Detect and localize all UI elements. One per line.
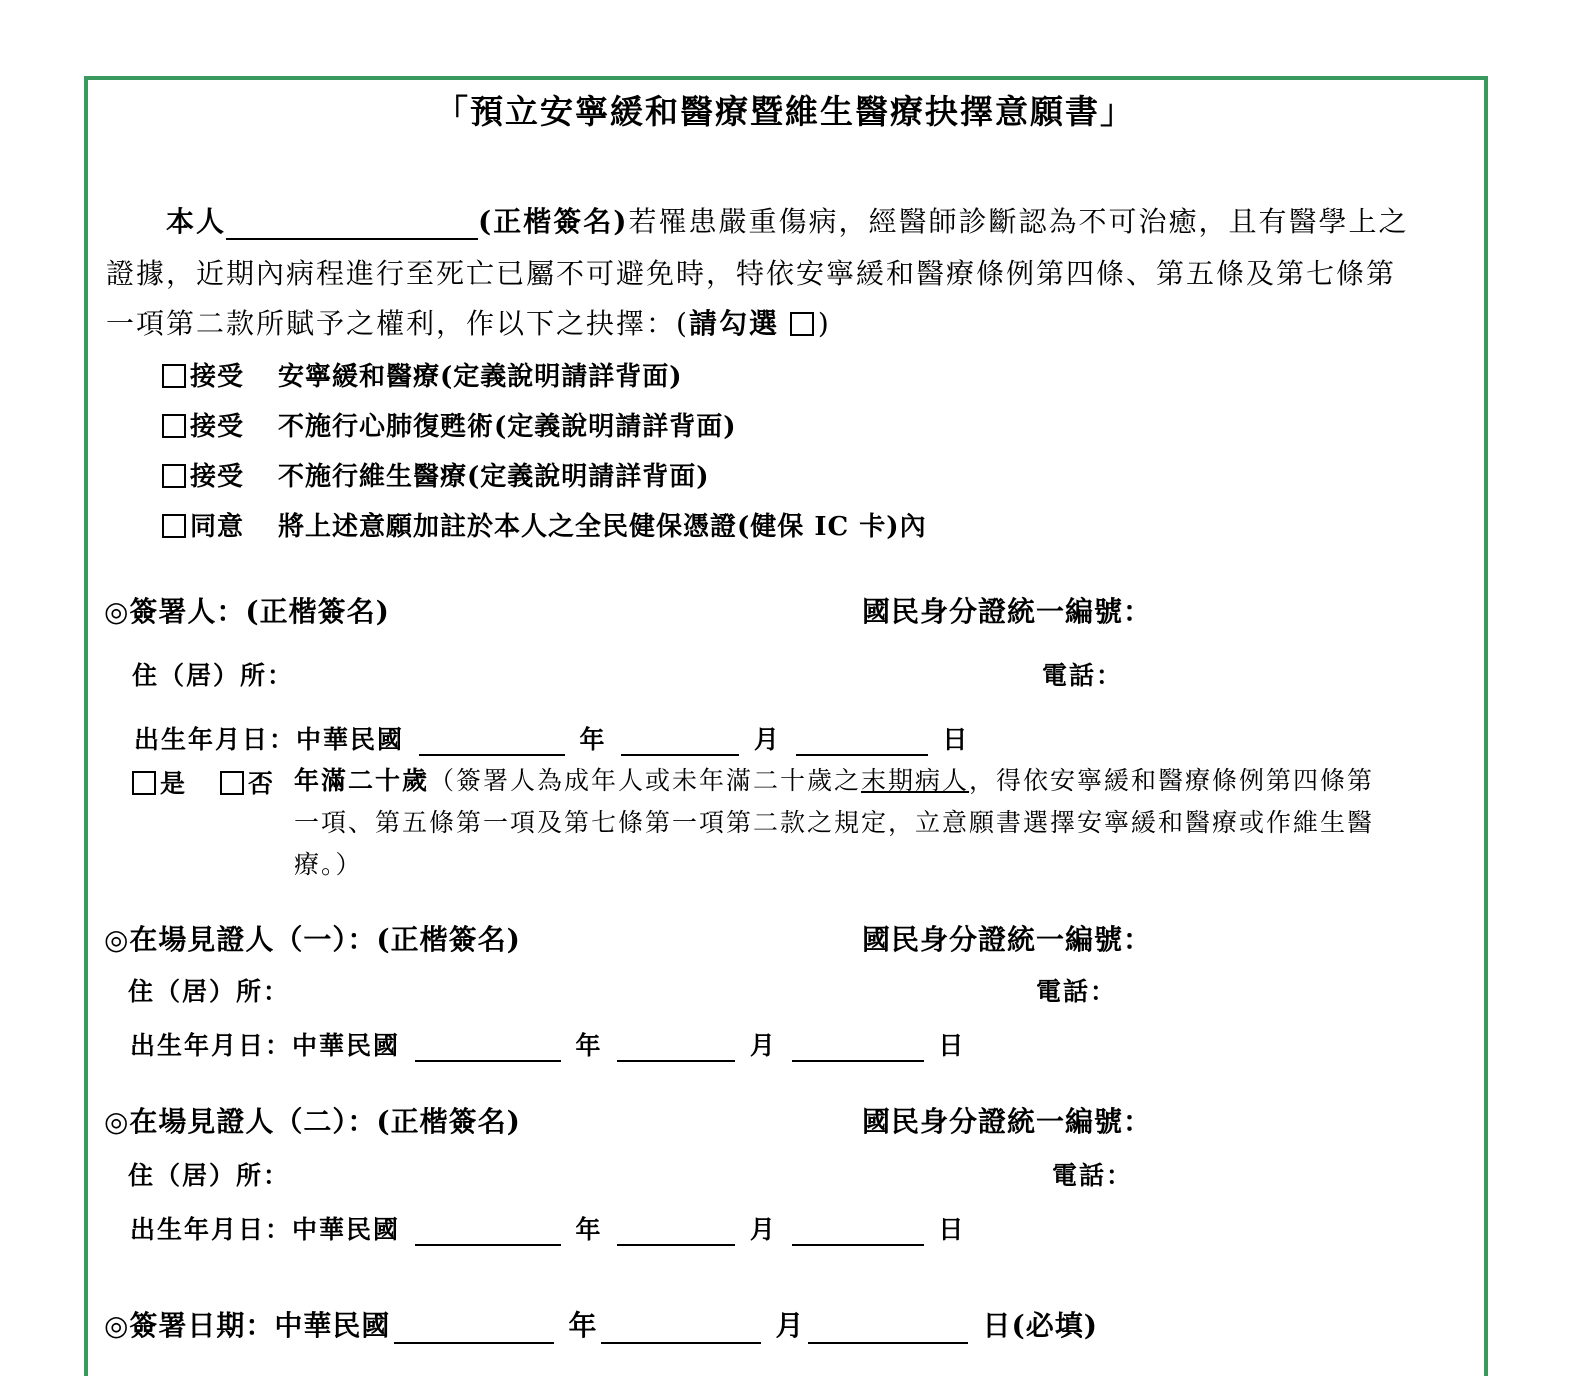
age-note-text: （簽署人為成年人或未年滿二十歲之: [429, 766, 862, 795]
age-note-underlined: 末期病人: [861, 766, 970, 795]
signer-id-label: 國民身分證統一編號：: [862, 595, 1153, 628]
sign-day-field[interactable]: [808, 1313, 968, 1344]
signer-phone-label: 電話：: [1042, 661, 1124, 690]
birth-label: 出生年月日：中華民國: [130, 1031, 401, 1060]
birth-day-field[interactable]: [792, 1218, 924, 1246]
witness2-label: ◎在場見證人（二）：(正楷簽名): [104, 1105, 521, 1138]
age-yes-option: [132, 764, 187, 800]
principal-signature-field[interactable]: [226, 209, 478, 240]
intro-line3-close: ): [817, 307, 831, 340]
age-no-label: 否: [248, 769, 276, 798]
sign-year-label: 年: [568, 1309, 598, 1342]
intro-line3-text: 一項第二款所賦予之權利，作以下之抉擇：(: [106, 307, 689, 340]
intro-line-3: [106, 302, 831, 342]
witness1-label: ◎在場見證人（一）：(正楷簽名): [104, 923, 521, 956]
birth-day-field[interactable]: [796, 728, 928, 756]
option-row: [162, 506, 927, 543]
sign-date-row: [104, 1304, 1098, 1344]
witness1-address-label: 住（居）所：: [128, 977, 291, 1006]
month-label: 月: [753, 725, 781, 754]
witness2-birth-row: [130, 1210, 965, 1246]
year-label: 年: [575, 1031, 603, 1060]
sign-year-field[interactable]: [394, 1313, 554, 1344]
option-checkbox[interactable]: [162, 464, 186, 488]
intro-sign-label: (正楷簽名): [478, 205, 629, 238]
witness2-phone-label: 電話：: [1052, 1161, 1134, 1190]
option-verb: 接受: [190, 462, 245, 492]
month-label: 月: [749, 1031, 777, 1060]
signer-address-label: 住（居）所：: [132, 661, 295, 690]
intro-line-1: [166, 200, 1409, 240]
sign-day-label: 日(必填): [982, 1309, 1098, 1342]
option-checkbox[interactable]: [162, 364, 186, 388]
intro-line-2: 證據，近期內病程進行至死亡已屬不可避免時，特依安寧緩和醫療條例第四條、第五條及第七條第: [106, 257, 1397, 290]
age-note-line-2: 一項、第五條第一項及第七條第一項第二款之規定，立意願書選擇安寧緩和醫療或作維生醫: [294, 808, 1375, 837]
year-label: 年: [575, 1215, 603, 1244]
intro-line1-text: 若罹患嚴重傷病，經醫師診斷認為不可治癒，且有醫學上之: [628, 205, 1409, 238]
birth-day-field[interactable]: [792, 1034, 924, 1062]
option-row: [162, 356, 683, 393]
witness2-address-label: 住（居）所：: [128, 1161, 291, 1190]
birth-month-field[interactable]: [621, 728, 739, 756]
option-text: 不施行維生醫療(定義說明請詳背面): [278, 462, 710, 492]
check-instruction: 請勾選: [688, 307, 779, 340]
age-no-checkbox[interactable]: [220, 771, 244, 795]
sign-date-label: ◎簽署日期：中華民國: [104, 1309, 391, 1342]
age-no-option: [220, 764, 275, 800]
birth-month-field[interactable]: [617, 1218, 735, 1246]
sign-month-label: 月: [775, 1309, 805, 1342]
sign-month-field[interactable]: [601, 1313, 761, 1344]
signer-label: ◎簽署人：(正楷簽名): [104, 595, 390, 628]
birth-year-field[interactable]: [415, 1034, 561, 1062]
birth-year-field[interactable]: [419, 728, 565, 756]
option-text: 不施行心肺復甦術(定義說明請詳背面): [278, 412, 737, 442]
birth-label: 出生年月日：中華民國: [134, 725, 405, 754]
age-label: 年滿二十歲: [294, 766, 430, 795]
age-note-line-3: 療。）: [294, 850, 363, 879]
day-label: 日: [938, 1031, 966, 1060]
form-title: 「預立安寧緩和醫療暨維生醫療抉擇意願書」: [435, 92, 1135, 131]
birth-year-field[interactable]: [415, 1218, 561, 1246]
witness1-birth-row: [130, 1026, 965, 1062]
witness2-id-label: 國民身分證統一編號：: [862, 1105, 1153, 1138]
month-label: 月: [749, 1215, 777, 1244]
signer-birth-row: [134, 720, 969, 756]
day-label: 日: [938, 1215, 966, 1244]
option-text: 將上述意願加註於本人之全民健保憑證(健保 IC 卡)內: [278, 512, 927, 542]
option-checkbox[interactable]: [162, 514, 186, 538]
witness1-phone-label: 電話：: [1036, 977, 1118, 1006]
birth-label: 出生年月日：中華民國: [130, 1215, 401, 1244]
option-verb: 同意: [190, 512, 245, 542]
example-checkbox-icon: [790, 312, 814, 336]
option-verb: 接受: [190, 362, 245, 392]
year-label: 年: [579, 725, 607, 754]
option-text: 安寧緩和醫療(定義說明請詳背面): [278, 362, 683, 392]
option-checkbox[interactable]: [162, 414, 186, 438]
birth-month-field[interactable]: [617, 1034, 735, 1062]
intro-prefix: 本人: [166, 205, 227, 238]
witness1-id-label: 國民身分證統一編號：: [862, 923, 1153, 956]
option-row: [162, 406, 737, 443]
day-label: 日: [942, 725, 970, 754]
age-note-text-2: ，得依安寧緩和醫療條例第四條第: [969, 766, 1375, 795]
age-yes-label: 是: [160, 769, 188, 798]
option-row: [162, 456, 710, 493]
age-yes-checkbox[interactable]: [132, 771, 156, 795]
age-note: [294, 760, 1374, 886]
option-verb: 接受: [190, 412, 245, 442]
